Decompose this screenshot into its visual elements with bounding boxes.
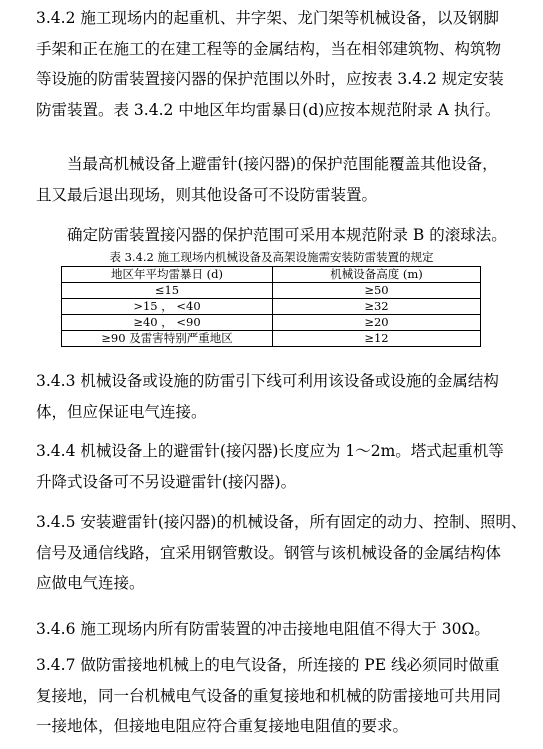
table-row xyxy=(62,283,481,299)
clause-3-4-4 xyxy=(36,436,516,497)
text-line: 升降式设备可不另设避雷针(接闪器)。 xyxy=(36,472,297,491)
text-line: 确定防雷装置接闪器的保护范围可采用本规范附录 B 的滚球法。 xyxy=(67,226,507,244)
table-row xyxy=(62,315,481,331)
table-caption: 表 3.4.2 施工现场内机械设备及高架设施需安装防雷装置的规定 xyxy=(109,250,434,264)
column-header-thunderstorm-days: 地区年平均雷暴日 (d) xyxy=(62,267,273,283)
clause-3-4-6 xyxy=(36,614,516,645)
text-line: 3.4.4 机械设备上的避雷针(接闪器)长度应为 1～2m。塔式起重机等 xyxy=(36,442,504,460)
table-row xyxy=(62,331,481,347)
table-cell: ≥12 xyxy=(273,331,481,347)
text-line: 3.4.5 安装避雷针(接闪器)的机械设备，所有固定的动力、控制、照明、 xyxy=(36,513,527,531)
text-line: 3.4.3 机械设备或设施的防雷引下线可利用该设备或设施的金属结构 xyxy=(36,372,499,390)
clause-3-4-7 xyxy=(36,650,516,742)
clause-3-4-5 xyxy=(36,507,527,599)
column-header-equipment-height: 机械设备高度 (m) xyxy=(273,267,481,283)
text-line: 防雷装置。表 3.4.2 中地区年均雷暴日(d)应按本规范附录 A 执行。 xyxy=(36,100,501,119)
text-line: 信号及通信线路，宜采用钢管敷设。钢管与该机械设备的金属结构体 xyxy=(36,543,502,562)
text-line: 体，但应保证电气连接。 xyxy=(36,402,207,421)
text-line: 3.4.6 施工现场内所有防雷装置的冲击接地电阻值不得大于 30Ω。 xyxy=(36,620,490,638)
table-cell: ≥20 xyxy=(273,315,481,331)
table-cell: ≥40 ， <90 xyxy=(62,315,273,331)
paragraph-rolling-sphere xyxy=(36,220,516,251)
clause-3-4-2 xyxy=(36,3,516,125)
paragraph-coverage xyxy=(36,149,516,210)
text-line: 3.4.7 做防雷接地机械上的电气设备，所连接的 PE 线必须同时做重 xyxy=(36,656,500,674)
clause-3-4-3 xyxy=(36,366,516,427)
text-line: 一接地体，但接地电阻应符合重复接地电阻值的要求。 xyxy=(36,717,409,735)
text-line: 当最高机械设备上避雷针(接闪器)的保护范围能覆盖其他设备， xyxy=(67,155,498,173)
table-cell: >15 ， <40 xyxy=(62,299,273,315)
text-line: 手架和正在施工的在建工程等的金属结构，当在相邻建筑物、构筑物 xyxy=(36,39,502,58)
text-line: 等设施的防雷装置接闪器的保护范围以外时，应按表 3.4.2 规定安装 xyxy=(36,70,504,88)
table-cell: ≥90 及雷害特别严重地区 xyxy=(62,331,273,347)
table-row xyxy=(62,299,481,315)
text-line: 且又最后退出现场，则其他设备可不设防雷装置。 xyxy=(36,185,378,204)
text-line: 复接地，同一台机械电气设备的重复接地和机械的防雷接地可共用同 xyxy=(36,686,502,705)
table-header-row xyxy=(62,267,481,283)
table-cell: ≤15 xyxy=(62,283,273,299)
text-line: 应做电气连接。 xyxy=(36,574,145,592)
table-cell: ≥32 xyxy=(273,299,481,315)
lightning-protection-table xyxy=(61,266,481,347)
text-line: 3.4.2 施工现场内的起重机、井字架、龙门架等机械设备，以及钢脚 xyxy=(36,9,499,27)
table-cell: ≥50 xyxy=(273,283,481,299)
